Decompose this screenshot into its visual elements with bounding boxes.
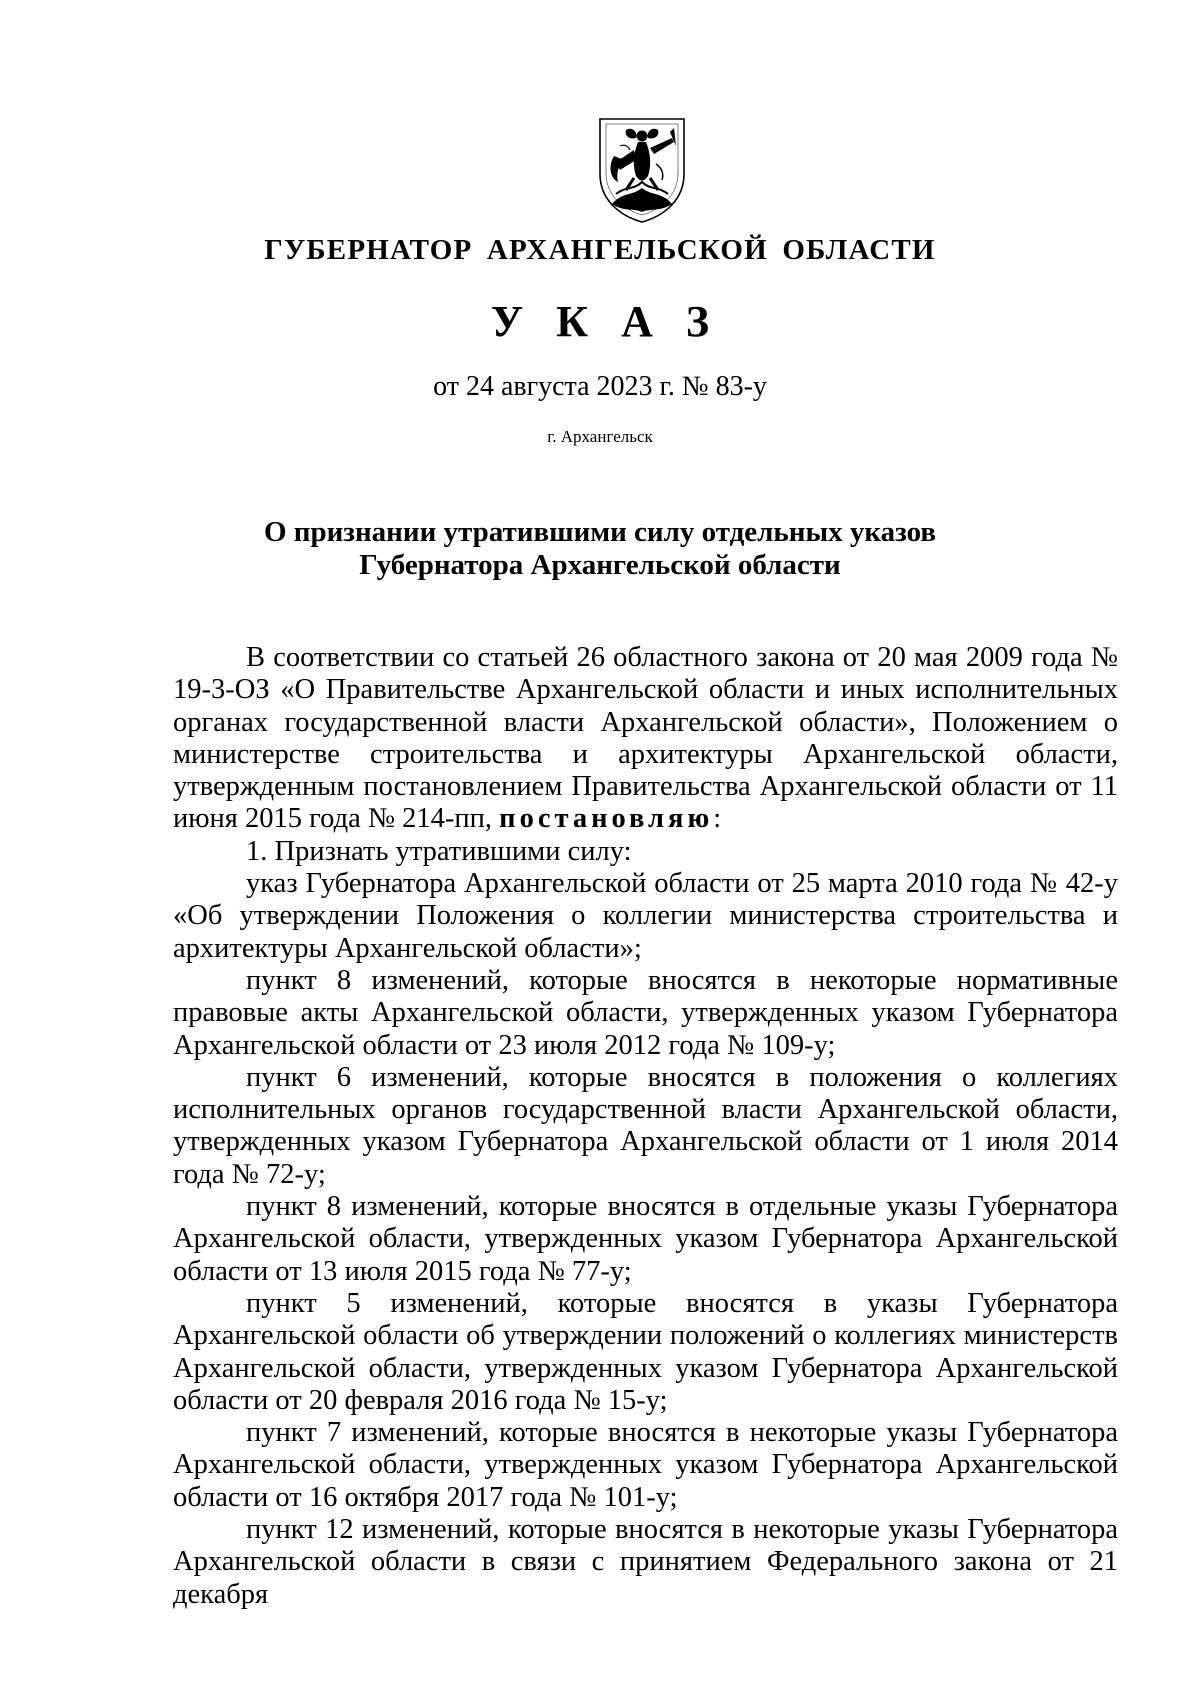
document-city: г. Архангельск xyxy=(547,427,653,446)
body-paragraph: 1. Признать утратившими силу: xyxy=(246,835,632,867)
decree-colon: : xyxy=(713,803,722,835)
body-paragraph: пункт 6 изменений, которые вносятся в положения о коллегиях исполнительных органов государственной власти Архангельской области, утвержденных указом Губернатора Архангельской области от 1 июля 2014 года № 72-у; xyxy=(173,1061,1118,1190)
body-paragraph: пункт 5 изменений, которые вносятся в указы Губернатора Архангельской области об утверждении положений о коллегиях министерств Архангельской области, утвержденных указом Губернатора Архангельской области от 20 февраля 2016 года № 15-у; xyxy=(173,1287,1118,1416)
preamble-text: В соответствии со статьей 26 областного закона от 20 мая 2009 года № 19-3-ОЗ «О Правительстве Архангельской области и иных исполнительных органах государственной власти Архангельской области», Положением о министерстве строительства и архитектуры Архангельской области, утвержденным постановлением Правительства Архангельской области от 11 июня 2015 года № 214-пп, xyxy=(173,642,1118,835)
subject-line-1: О признании утратившими силу отдельных указов xyxy=(263,516,937,548)
body-paragraph: указ Губернатора Архангельской области от 25 марта 2010 года № 42-у «Об утверждении Положения о коллегии министерства строительства и архитектуры Архангельской области»; xyxy=(173,868,1118,964)
decree-word: постановляю xyxy=(499,803,714,835)
preamble-paragraph xyxy=(173,642,1118,836)
subject-line-2: Губернатора Архангельской области xyxy=(359,549,841,581)
body-paragraph: пункт 8 изменений, которые вносятся в отдельные указы Губернатора Архангельской области, утвержденных указом Губернатора Архангельской области от 13 июля 2015 года № 77-у; xyxy=(173,1191,1118,1287)
document-type: У К А З xyxy=(490,297,710,346)
document-date-number: от 24 августа 2023 г. № 83-у xyxy=(433,371,767,402)
coat-of-arms-icon xyxy=(596,116,688,224)
body-paragraph: пункт 12 изменений, которые вносятся в некоторые указы Губернатора Архангельской области в связи с принятием Федерального закона от 21 декабря xyxy=(173,1514,1118,1610)
document-subject xyxy=(0,516,1200,582)
body-paragraph: пункт 7 изменений, которые вносятся в некоторые указы Губернатора Архангельской области, утвержденных указом Губернатора Архангельской области от 16 октября 2017 года № 101-у; xyxy=(173,1417,1118,1513)
issuer-title: ГУБЕРНАТОР АРХАНГЕЛЬСКОЙ ОБЛАСТИ xyxy=(264,234,936,266)
body-paragraph: пункт 8 изменений, которые вносятся в некоторые нормативные правовые акты Архангельской области, утвержденных указом Губернатора Архангельской области от 23 июля 2012 года № 109-у; xyxy=(173,964,1118,1061)
document-body xyxy=(173,642,1118,1611)
